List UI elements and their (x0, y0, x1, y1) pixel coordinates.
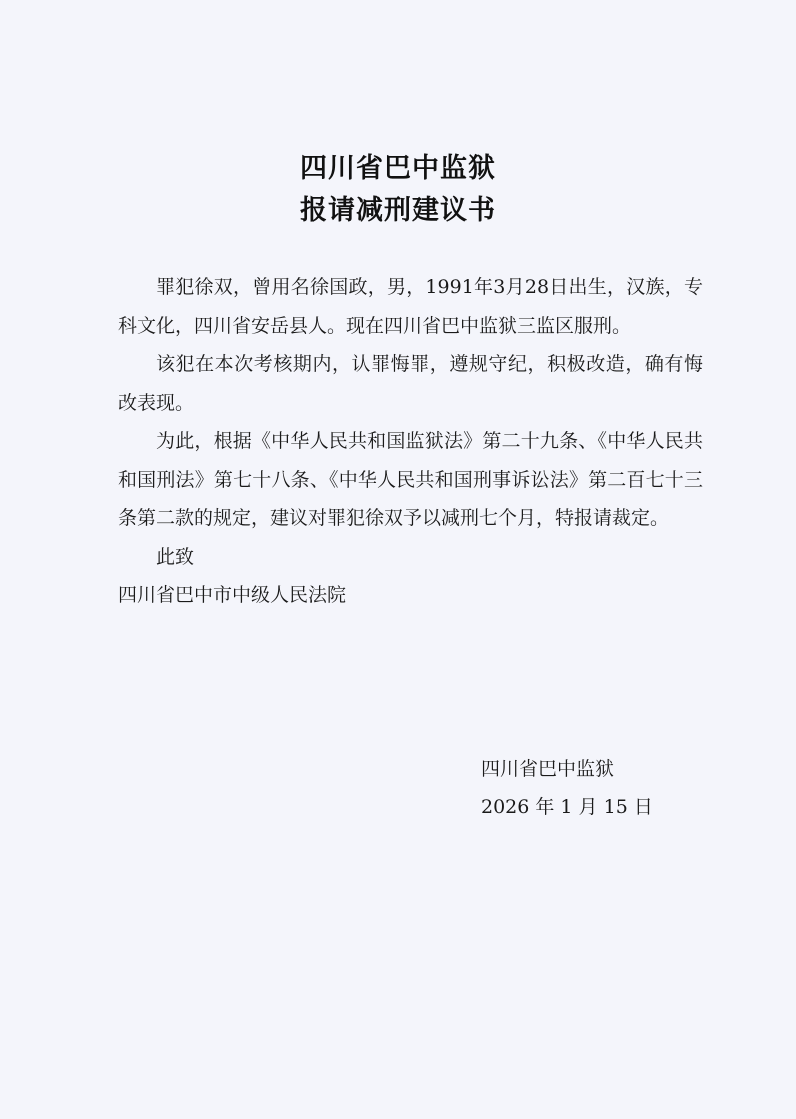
paragraph-salutation: 此致 (156, 545, 195, 568)
document-title-line2: 报请减刑建议书 (300, 195, 496, 226)
document-title-line1: 四川省巴中监狱 (300, 153, 496, 184)
signature-date: 2026 年 1 月 15 日 (481, 796, 653, 818)
addressee: 四川省巴中市中级人民法院 (118, 584, 347, 606)
signature-organization: 四川省巴中监狱 (481, 758, 615, 780)
paragraph-legal-basis: 为此，根据《中华人民共和国监狱法》第二十九条、《中华人民共和国刑法》第七十八条、《中华人民共和国刑事诉讼法》第二百七十三条第二款的规定，建议对罪犯徐双予以减刑七个月，特报请裁定。 (118, 430, 703, 529)
paragraph-criminal-info: 罪犯徐双，曾用名徐国政，男，1991年3月28日出生，汉族，专科文化，四川省安岳县人。现在四川省巴中监狱三监区服刑。 (118, 276, 703, 337)
paragraph-assessment: 该犯在本次考核期内，认罪悔罪，遵规守纪，积极改造，确有悔改表现。 (118, 353, 703, 414)
document-body (118, 268, 703, 615)
